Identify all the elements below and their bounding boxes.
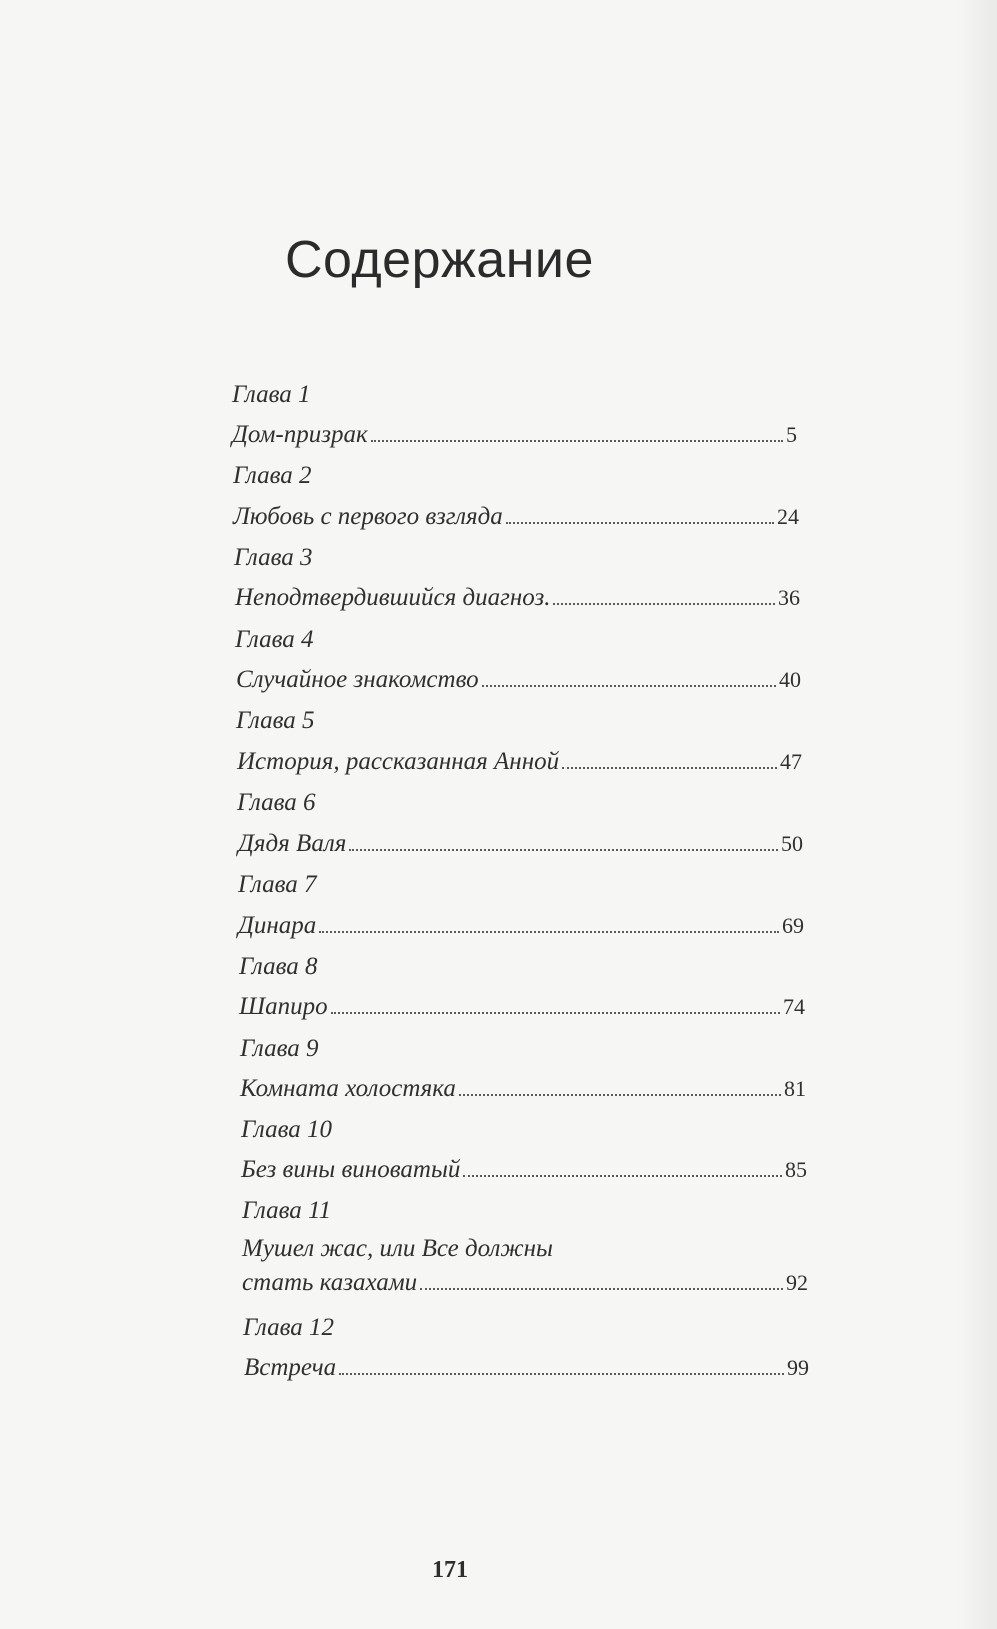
- chapter-label: Глава 3: [234, 544, 313, 571]
- toc-entry[interactable]: [238, 911, 804, 941]
- chapter-title: Дядя Валя: [238, 830, 347, 857]
- chapter-page-number: 40: [779, 667, 801, 692]
- chapter-page-number: 50: [781, 831, 803, 856]
- toc-entry[interactable]: [239, 992, 805, 1022]
- chapter-title: Встреча: [244, 1354, 337, 1381]
- dot-leader: [463, 1174, 782, 1177]
- chapter-title: Шапиро: [239, 993, 328, 1020]
- chapter-page-number: 69: [782, 913, 804, 938]
- toc-entry[interactable]: [238, 829, 803, 859]
- toc-entry[interactable]: [242, 1232, 808, 1300]
- chapter-label: Глава 6: [237, 789, 316, 816]
- chapter-label: Глава 1: [232, 381, 311, 408]
- page-title: Содержание: [285, 231, 594, 289]
- dot-leader: [459, 1093, 781, 1096]
- toc-entry[interactable]: [235, 583, 800, 613]
- chapter-page-number: 92: [786, 1270, 808, 1295]
- toc-entry[interactable]: [233, 502, 799, 532]
- chapter-page-number: 36: [778, 585, 800, 610]
- dot-leader: [420, 1287, 783, 1290]
- dot-leader: [339, 1372, 784, 1375]
- chapter-title: Неподтвердившийся диагноз.: [235, 584, 551, 611]
- chapter-title: История, рассказанная Анной: [237, 748, 560, 775]
- chapter-label: Глава 2: [233, 462, 312, 489]
- chapter-label: Глава 5: [236, 707, 315, 734]
- toc-entry[interactable]: [240, 1074, 806, 1104]
- dot-leader: [349, 848, 778, 851]
- page-number: 171: [432, 1557, 468, 1583]
- dot-leader: [506, 521, 774, 524]
- chapter-title: Комната холостяка: [240, 1075, 456, 1102]
- dot-leader: [482, 684, 776, 687]
- chapter-page-number: 74: [783, 994, 805, 1019]
- chapter-label: Глава 11: [242, 1197, 332, 1224]
- chapter-page-number: 81: [784, 1076, 806, 1101]
- dot-leader: [562, 766, 777, 769]
- chapter-page-number: 85: [785, 1157, 807, 1182]
- chapter-label: Глава 10: [241, 1116, 333, 1143]
- chapter-page-number: 47: [780, 749, 802, 774]
- toc-entry[interactable]: [236, 665, 801, 695]
- chapter-title: Без вины виноватый: [241, 1156, 461, 1183]
- chapter-title: Случайное знакомство: [236, 666, 479, 693]
- chapter-title: Динара: [238, 912, 317, 939]
- chapter-title-line2: стать казахами: [242, 1269, 418, 1296]
- chapter-title: Любовь с первого взгляда: [233, 503, 503, 530]
- chapter-page-number: 5: [786, 422, 797, 447]
- toc-entry-line2: [242, 1266, 808, 1300]
- chapter-title: Дом-призрак: [232, 421, 368, 448]
- chapter-page-number: 99: [787, 1355, 809, 1380]
- chapter-label: Глава 9: [240, 1035, 319, 1062]
- chapter-page-number: 24: [777, 504, 799, 529]
- chapter-label: Глава 4: [235, 626, 314, 653]
- toc-entry[interactable]: [232, 420, 797, 450]
- chapter-label: Глава 8: [239, 953, 318, 980]
- dot-leader: [553, 602, 775, 605]
- toc-entry[interactable]: [244, 1353, 809, 1383]
- toc-entry[interactable]: [237, 747, 802, 777]
- chapter-label: Глава 12: [243, 1314, 335, 1341]
- toc-entry[interactable]: [241, 1155, 807, 1185]
- dot-leader: [319, 930, 779, 933]
- chapter-title-line1: Мушел жас, или Все должны: [242, 1235, 553, 1262]
- dot-leader: [331, 1011, 780, 1014]
- chapter-label: Глава 7: [238, 871, 317, 898]
- dot-leader: [371, 439, 783, 442]
